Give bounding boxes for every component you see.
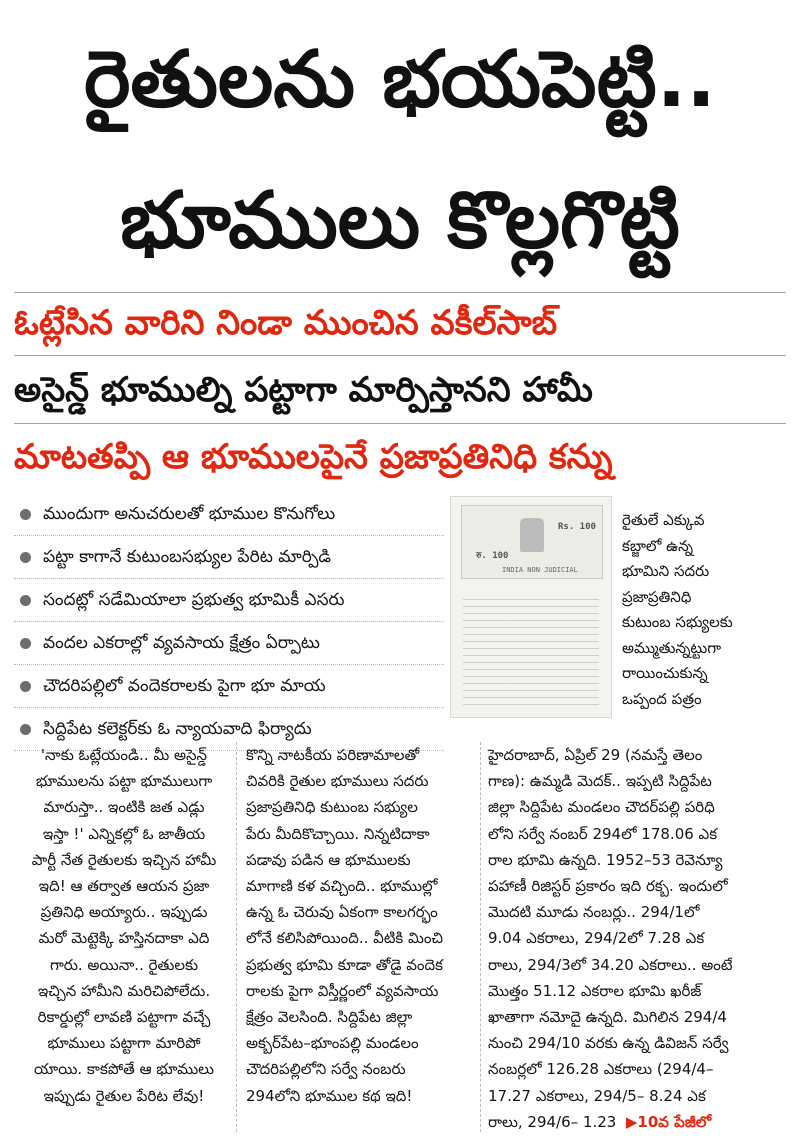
caption-line: రాయించుకున్న bbox=[622, 664, 708, 682]
column-divider bbox=[480, 742, 481, 1132]
bullet-item bbox=[14, 493, 444, 536]
column-line: రాలు, 294/3లో 34.20 ఎకరాలు.. అంటే bbox=[488, 955, 733, 974]
column-line: అక్బర్‌పేట–భూంపల్లి మండలం bbox=[246, 1034, 419, 1053]
caption-line: ఒప్పంద పత్రం bbox=[622, 689, 702, 708]
bullet-text: సిద్దిపేట కలెక్టర్‌కు ఓ న్యాయవాది ఫిర్యాదు bbox=[43, 719, 312, 739]
bullet-text: చౌదరిపల్లిలో వందెకరాలకు పైగా భూ మాయ bbox=[43, 676, 326, 696]
column-line: మొదటి మూడు నంబర్లు.. 294/1లో bbox=[488, 903, 700, 922]
column-line: ఇచ్చిన హామీని మరిచిపోలేదు. bbox=[37, 981, 211, 1000]
article-column-2 bbox=[246, 742, 476, 1109]
column-line: యాయి. కాకపోతే ఆ భూములు bbox=[33, 1060, 214, 1079]
bullet-icon bbox=[20, 552, 31, 563]
photo-caption bbox=[622, 508, 792, 712]
bullet-icon bbox=[20, 595, 31, 606]
column-line: జిల్లా సిద్దిపేట మండలం చౌదర్‌పల్లి పరిధి bbox=[488, 798, 715, 817]
article-column-3 bbox=[488, 742, 788, 1135]
bullet-text: పట్టా కాగానే కుటుంబసభ్యుల పేరిట మార్పిడి bbox=[43, 547, 331, 567]
bullet-icon bbox=[20, 681, 31, 692]
column-line: లోని సర్వే నంబర్‌ 294లో 178.06 ఎక bbox=[488, 824, 718, 843]
column-line: మారుస్తా.. ఇంటికి జత ఎడ్లు bbox=[43, 798, 205, 817]
column-line: కొన్ని నాటకీయ పరిణామాలతో bbox=[246, 746, 420, 764]
bullet-icon bbox=[20, 638, 31, 649]
column-line: మాగాణి కళ వచ్చింది.. భూముల్లో bbox=[246, 877, 438, 896]
column-line: రికార్డుల్లో లావణి పట్టాగా వచ్చే bbox=[37, 1008, 211, 1027]
column-line: భూములను పట్టా భూములుగా bbox=[35, 772, 213, 791]
column-line: గాణ): ఉమ్మడి మెదక్‌.. ఇప్పటి సిద్దిపేట bbox=[488, 772, 712, 791]
bullet-icon bbox=[20, 724, 31, 735]
emblem-icon bbox=[520, 518, 544, 552]
column-line: భూములు పట్టాగా మారిపో bbox=[47, 1034, 201, 1053]
caption-line: అమ్ముతున్నట్టుగా bbox=[622, 638, 722, 657]
column-line: ఖాతాగా నమోదై ఉన్నది. మిగిలిన 294/4 bbox=[488, 1008, 727, 1027]
headline-line-2: భూములు కొల్లగొట్టి bbox=[120, 176, 680, 266]
caption-line: కబ్జాలో ఉన్న bbox=[622, 536, 694, 555]
bullet-text: ముందుగా అనుచరులతో భూముల కొనుగోలు bbox=[43, 504, 336, 524]
column-line: ఇది! ఆ తర్వాత ఆయన ప్రజా bbox=[38, 877, 210, 896]
bullet-item bbox=[14, 665, 444, 708]
column-line: 9.04 ఎకరాలు, 294/2లో 7.28 ఎక bbox=[488, 929, 705, 948]
column-line: రాలు, 294/6– 1.23 bbox=[488, 1112, 617, 1131]
subhead-3: మాటతప్పి ఆ భూములపైనే ప్రజాప్రతినిధి కన్ను bbox=[14, 437, 613, 477]
column-line: పడావు పడిన ఆ భూములకు bbox=[246, 850, 411, 869]
column-line: మొత్తం 51.12 ఎకరాల భూమి ఖరీజ్‌ bbox=[488, 981, 702, 1000]
column-line: నంబర్లలో 126.28 ఎకరాలు (294/4– bbox=[488, 1060, 714, 1079]
column-line: చౌదరిపల్లిలోని సర్వే నంబరు bbox=[246, 1060, 406, 1079]
column-line: ప్రజాప్రతినిధి కుటుంబ సభ్యుల bbox=[246, 798, 418, 817]
continued-on-page-link[interactable]: ▶10వ పేజీలో bbox=[625, 1112, 712, 1131]
column-line: 294లోని భూముల కథ ఇది! bbox=[246, 1086, 413, 1105]
stamp-value-left: रु. 100 bbox=[476, 551, 509, 561]
column-last-line bbox=[488, 1109, 788, 1135]
column-line: పార్టీ నేత రైతులకు ఇచ్చిన హామీ bbox=[31, 850, 217, 869]
column-line: పహాణీ రిజిస్టర్‌ ప్రకారం ఇది రక్బ. ఇందులో bbox=[488, 877, 728, 896]
bullet-item bbox=[14, 579, 444, 622]
column-line: చివరికి రైతుల భూములు సదరు bbox=[246, 772, 429, 791]
column-line: ప్రతినిధి అయ్యారు.. ఇప్పుడు bbox=[40, 903, 208, 922]
bullet-text: వందల ఎకరాల్లో వ్యవసాయ క్షేత్రం ఏర్పాటు bbox=[43, 633, 320, 653]
column-line: గారు. అయినా.. రైతులకు bbox=[49, 955, 199, 974]
bullet-item bbox=[14, 622, 444, 665]
caption-line: ప్రజాప్రతినిధి bbox=[622, 587, 692, 606]
stamp-text-lines bbox=[463, 593, 599, 705]
column-line: నుంచి 294/10 వరకు ఉన్న డివిజన్‌ సర్వే bbox=[488, 1034, 729, 1053]
column-line: క్షేత్రం వెలసింది. సిద్దిపేట జిల్లా bbox=[246, 1008, 413, 1027]
caption-line: కుటుంబ సభ్యులకు bbox=[622, 613, 733, 631]
column-line: పేరు మీదికొచ్చాయి. నిన్నటిదాకా bbox=[246, 824, 430, 843]
headline-line-1: రైతులను భయపెట్టి.. bbox=[84, 35, 716, 125]
column-line: మరో మెట్టెక్కి హస్తినదాకా ఎది bbox=[38, 929, 210, 948]
stamp-paper-photo bbox=[450, 496, 612, 718]
column-line: ఉన్న ఓ చెరువు ఏకంగా కాలగర్భం bbox=[246, 903, 438, 922]
column-line: హైదరాబాద్‌, ఏప్రిల్‌ 29 (నమస్తే తెలం bbox=[488, 746, 703, 764]
caption-line: రైతులే ఎక్కువ bbox=[622, 511, 705, 529]
divider bbox=[14, 355, 786, 356]
caption-line: భూమిని సదరు bbox=[622, 562, 710, 580]
article-column-1 bbox=[18, 742, 230, 1109]
column-line: ఇస్తా !' ఎన్నికల్లో ఓ జాతీయ bbox=[42, 824, 206, 843]
subhead-1: ఓట్లేసిన వారిని నిండా ముంచిన వకీల్‌సాబ్‌ bbox=[14, 303, 558, 343]
column-line: 'నాకు ఓట్లేయండి.. మీ అసైన్డ్ bbox=[40, 746, 208, 764]
column-line: రాలకు పైగా విస్తీర్ణంలో వ్యవసాయ bbox=[246, 981, 439, 1000]
column-line: లోనే కలిసిపోయింది.. వీటికి మించి bbox=[246, 929, 443, 948]
column-line: రాల భూమి ఉన్నది. 1952–53 రెవెన్యూ bbox=[488, 850, 723, 869]
divider bbox=[14, 423, 786, 424]
subhead-2: అసైన్డ్‌ భూముల్ని పట్టాగా మార్పిస్తానని హామీ bbox=[14, 370, 593, 410]
column-line: ఇప్పుడు రైతుల పేరిట లేవు! bbox=[43, 1086, 205, 1105]
bullet-item bbox=[14, 536, 444, 579]
stamp-value: Rs. 100 bbox=[558, 522, 596, 532]
bullet-list bbox=[14, 493, 444, 751]
bullet-text: సందట్లో సడేమియాలా ప్రభుత్వ భూమికీ ఎసరు bbox=[43, 590, 345, 610]
column-divider bbox=[236, 742, 237, 1132]
stamp-header bbox=[461, 505, 603, 579]
column-line: 17.27 ఎకరాలు, 294/5– 8.24 ఎక bbox=[488, 1086, 706, 1105]
bullet-icon bbox=[20, 509, 31, 520]
column-line: ప్రభుత్వ భూమి కూడా తోడై వందెక bbox=[246, 955, 443, 974]
stamp-label: INDIA NON JUDICIAL bbox=[502, 566, 578, 574]
